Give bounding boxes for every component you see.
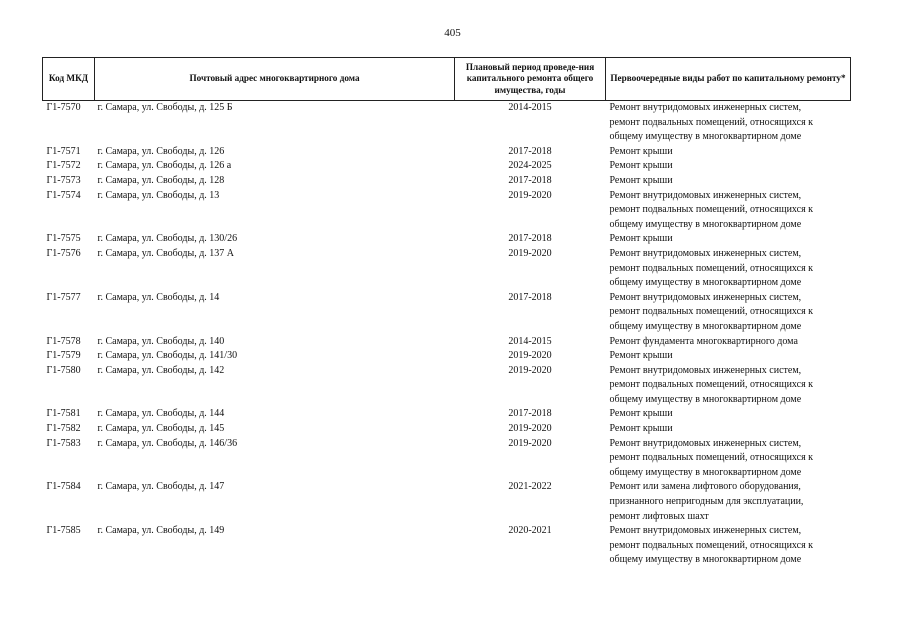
cell-works [606,232,851,247]
cell-code: Г1-7570 [46,102,81,113]
cell-code: Г1-7580 [46,364,81,376]
works-line: общему имуществу в многоквартирном доме [609,320,802,332]
cell-code: Г1-7574 [46,189,81,201]
table-row [43,159,851,174]
table-row [43,422,851,437]
cell-works [606,524,851,568]
table-header [43,58,851,101]
cell-code: Г1-7573 [46,174,81,186]
cell-period: 2019-2020 [508,247,552,259]
works-line: Ремонт внутридомовых инженерных систем, [609,364,802,376]
cell-works [606,101,851,145]
cell-address: г. Самара, ул. Свободы, д. 140 [97,335,225,347]
table-row [43,101,851,145]
cell-period: 2017-2018 [508,408,552,420]
works-line: ремонт подвальных помещений, относящихся к [609,452,814,464]
cell-code: Г1-7572 [46,160,81,172]
cell-address: г. Самара, ул. Свободы, д. 13 [97,189,220,201]
table-row [43,480,851,524]
page-number: 405 [444,27,461,39]
cell-address: г. Самара, ул. Свободы, д. 147 [97,481,225,493]
cell-address: г. Самара, ул. Свободы, д. 144 [97,408,225,420]
works-line: общему имуществу в многоквартирном доме [609,131,802,143]
cell-works [606,335,851,350]
table-row [43,407,851,422]
works-line: Ремонт внутридомовых инженерных систем, [609,437,802,449]
header-period: Плановый период проведе-ния капитального ремонта общего имущества, годы [455,58,606,101]
cell-address: г. Самара, ул. Свободы, д. 14 [97,291,220,303]
cell-period: 2019-2020 [508,189,552,201]
cell-period: 2019-2020 [508,364,552,376]
works-line: Ремонт или замена лифтового оборудования, [609,481,801,493]
works-line: ремонт лифтовых шахт [609,510,709,522]
cell-period: 2021-2022 [508,481,552,493]
cell-address: г. Самара, ул. Свободы, д. 142 [97,364,225,376]
works-line: ремонт подвальных помещений, относящихся к [609,116,814,128]
cell-code: Г1-7585 [46,525,81,537]
cell-code: Г1-7577 [46,291,81,303]
cell-works [606,145,851,160]
works-line: Ремонт фундамента многоквартирного дома [609,335,798,347]
cell-works [606,437,851,481]
table-body [43,101,851,569]
cell-works [606,422,851,437]
works-line: Ремонт внутридомовых инженерных систем, [609,291,802,303]
cell-address: г. Самара, ул. Свободы, д. 146/36 [97,437,238,449]
table-row [43,247,851,291]
cell-period: 2024-2025 [508,160,552,172]
cell-code: Г1-7579 [46,350,81,362]
cell-period: 2019-2020 [508,437,552,449]
cell-period: 2017-2018 [508,291,552,303]
cell-address: г. Самара, ул. Свободы, д. 128 [97,174,225,186]
cell-works [606,159,851,174]
works-line: Ремонт крыши [609,408,673,420]
cell-code: Г1-7576 [46,247,81,259]
works-line: Ремонт крыши [609,145,673,157]
cell-code: Г1-7584 [46,481,81,493]
works-line: общему имуществу в многоквартирном доме [609,218,802,230]
works-line: ремонт подвальных помещений, относящихся к [609,539,814,551]
works-line: Ремонт крыши [609,350,673,362]
table-row [43,364,851,408]
cell-period: 2019-2020 [508,350,552,362]
cell-address: г. Самара, ул. Свободы, д. 126 а [97,160,232,172]
cell-period: 2014-2015 [508,335,552,347]
cell-code: Г1-7575 [46,233,81,245]
cell-address: г. Самара, ул. Свободы, д. 149 [97,525,225,537]
works-line: признанного непригодным для эксплуатации, [609,496,804,508]
cell-code: Г1-7578 [46,335,81,347]
works-line: Ремонт внутридомовых инженерных систем, [609,102,802,113]
cell-works [606,247,851,291]
cell-works [606,349,851,364]
cell-address: г. Самара, ул. Свободы, д. 145 [97,423,225,435]
cell-works [606,291,851,335]
header-works: Первоочередные виды работ по капитальному ремонту* [606,58,851,101]
table-row [43,437,851,481]
cell-code: Г1-7583 [46,437,81,449]
works-line: ремонт подвальных помещений, относящихся к [609,379,814,391]
cell-period: 2019-2020 [508,423,552,435]
table-row [43,232,851,247]
cell-period: 2017-2018 [508,233,552,245]
works-line: Ремонт крыши [609,174,673,186]
cell-works [606,407,851,422]
table-row [43,524,851,568]
table-row [43,335,851,350]
works-line: общему имуществу в многоквартирном доме [609,466,802,478]
works-line: Ремонт крыши [609,423,673,435]
table-row [43,349,851,364]
cell-code: Г1-7582 [46,423,81,435]
table-row [43,291,851,335]
cell-address: г. Самара, ул. Свободы, д. 141/30 [97,350,238,362]
works-line: Ремонт внутридомовых инженерных систем, [609,525,802,537]
works-line: Ремонт внутридомовых инженерных систем, [609,189,802,201]
cell-works [606,174,851,189]
cell-address: г. Самара, ул. Свободы, д. 137 А [97,247,235,259]
works-line: Ремонт крыши [609,233,673,245]
cell-period: 2017-2018 [508,145,552,157]
works-line: ремонт подвальных помещений, относящихся к [609,262,814,274]
cell-works [606,189,851,233]
cell-address: г. Самара, ул. Свободы, д. 126 [97,145,225,157]
works-line: общему имуществу в многоквартирном доме [609,277,802,289]
cell-address: г. Самара, ул. Свободы, д. 125 Б [97,102,233,113]
cell-code: Г1-7581 [46,408,81,420]
cell-code: Г1-7571 [46,145,81,157]
cell-address: г. Самара, ул. Свободы, д. 130/26 [97,233,238,245]
cell-period: 2014-2015 [508,102,552,113]
table-row [43,145,851,160]
cell-works [606,480,851,524]
works-line: ремонт подвальных помещений, относящихся к [609,306,814,318]
works-line: Ремонт внутридомовых инженерных систем, [609,247,802,259]
table-row [43,174,851,189]
header-code: Код МКД [43,58,95,101]
works-line: общему имуществу в многоквартирном доме [609,393,802,405]
works-line: Ремонт крыши [609,160,673,172]
works-line: ремонт подвальных помещений, относящихся к [609,204,814,216]
table-row [43,189,851,233]
capital-repair-table [42,57,851,568]
cell-period: 2020-2021 [508,525,552,537]
cell-period: 2017-2018 [508,174,552,186]
cell-works [606,364,851,408]
works-line: общему имуществу в многоквартирном доме [609,554,802,566]
header-address: Почтовый адрес многоквартирного дома [95,58,455,101]
